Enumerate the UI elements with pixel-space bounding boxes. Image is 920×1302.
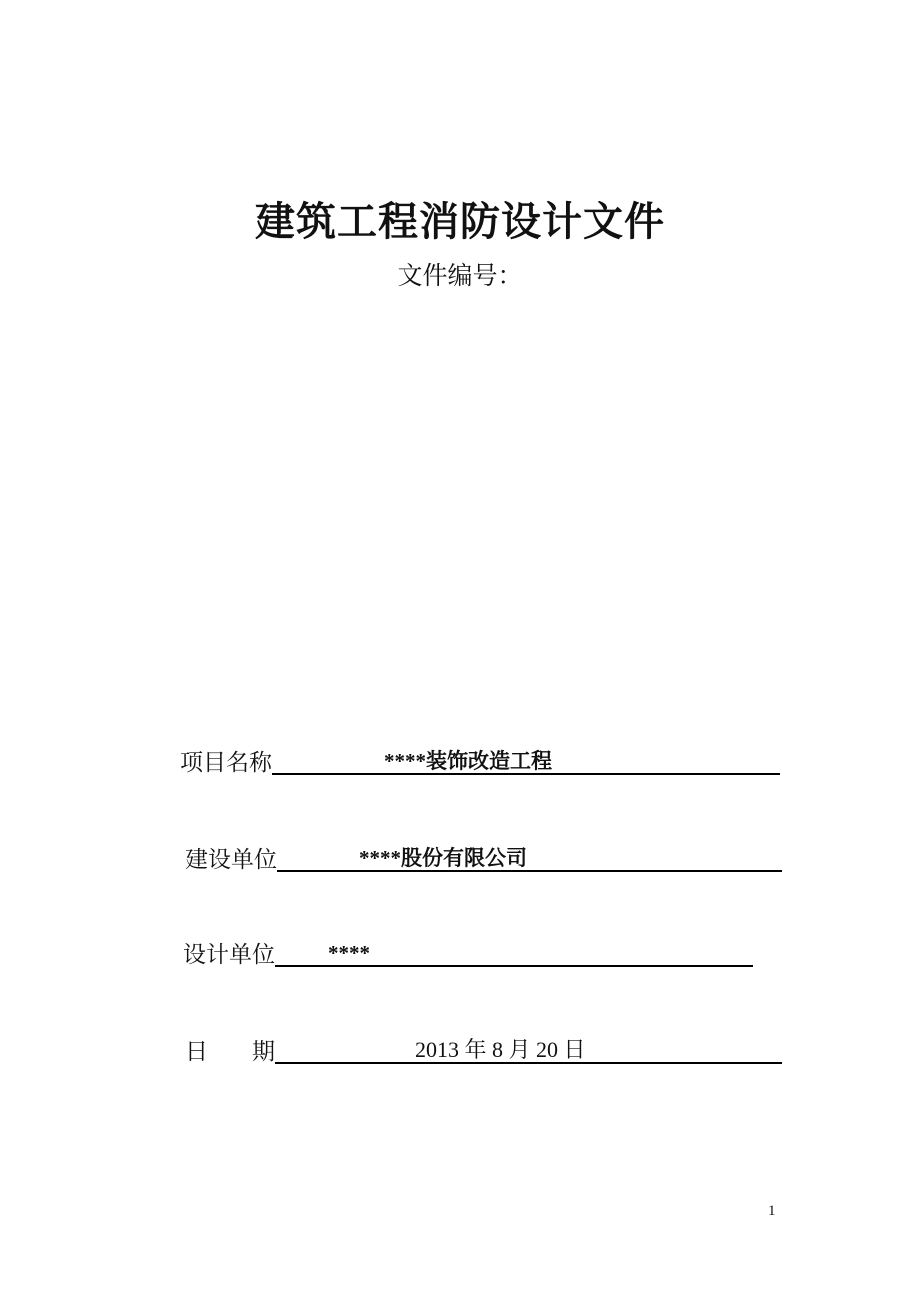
field-row-date: [185, 1032, 782, 1064]
field-row-construction-unit: [185, 840, 782, 872]
page-title: 建筑工程消防设计文件: [255, 199, 665, 244]
design-unit-underline: [275, 935, 753, 967]
field-row-design-unit: [183, 935, 753, 967]
design-unit-value: ****: [328, 940, 370, 965]
project-name-underline: [272, 743, 780, 775]
construction-unit-label: 建设单位: [185, 846, 277, 872]
design-unit-label: 设计单位: [183, 941, 275, 967]
project-name-label: 项目名称: [180, 749, 272, 775]
project-name-value: ****装饰改造工程: [384, 748, 552, 773]
construction-unit-underline: [277, 840, 782, 872]
date-value: 2013 年 8 月 20 日: [415, 1036, 586, 1062]
date-label: [185, 1039, 275, 1064]
date-underline: [275, 1032, 782, 1064]
construction-unit-value: ****股份有限公司: [359, 845, 527, 870]
doc-number-label: 文件编号：: [397, 263, 523, 290]
field-row-project-name: [180, 743, 780, 775]
date-label-left: 日: [185, 1038, 208, 1064]
page-number: 1: [768, 1203, 776, 1219]
date-label-right: 期: [252, 1038, 275, 1064]
